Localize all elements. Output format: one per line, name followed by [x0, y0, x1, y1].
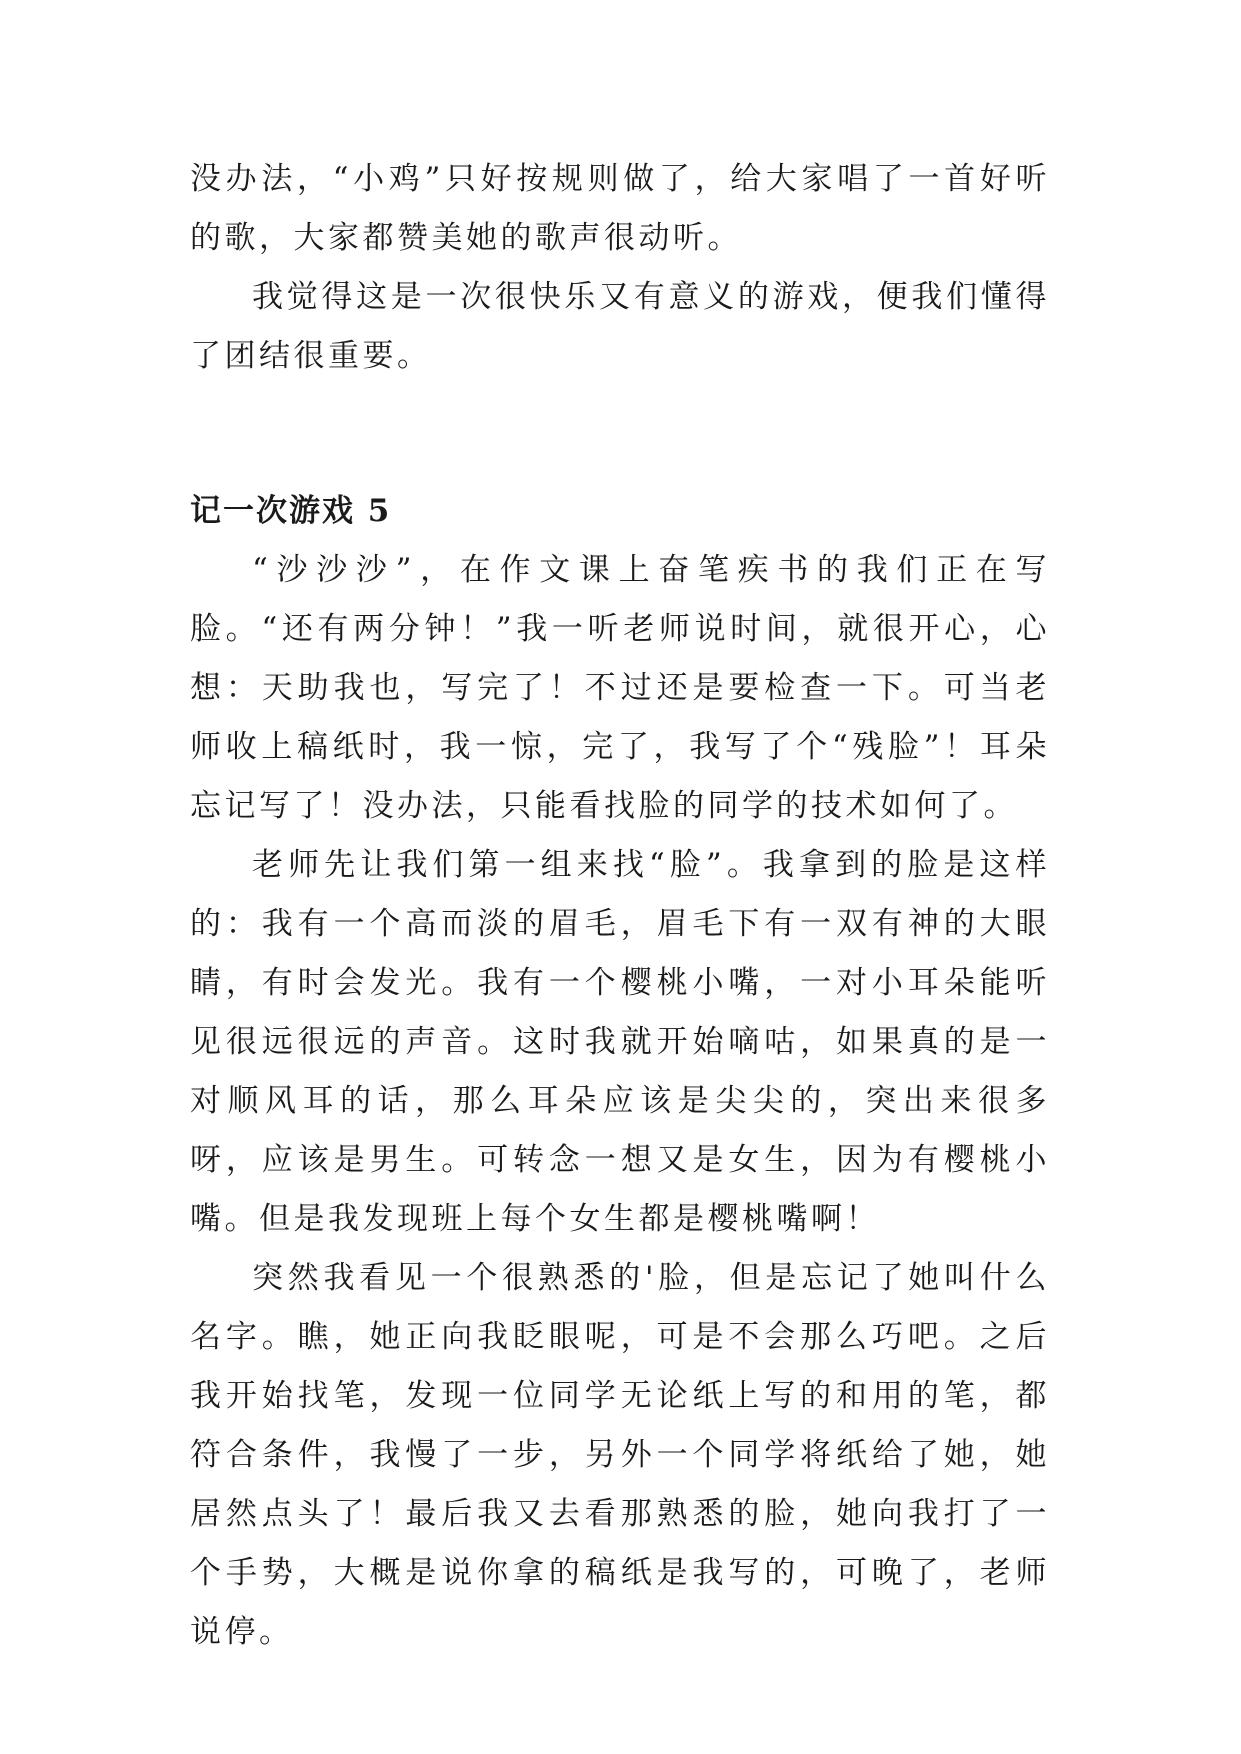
paragraph-continued: 没办法，“小鸡”只好按规则做了，给大家唱了一首好听的歌，大家都赞美她的歌声很动听。	[190, 161, 1050, 256]
paragraph-2: 老师先让我们第一组来找“脸”。我拿到的脸是这样的：我有一个高而淡的眉毛，眉毛下有一双有神的大眼睛，有时会发光。我有一个樱桃小嘴，一对小耳朵能听见很远很远的声音。这时我就开始嘀咕，如果真的是一对顺风耳的话，那么耳朵应该是尖尖的，突出来很多呀，应该是男生。可转念一想又是女生，因为有樱桃小嘴。但是我发现班上每个女生都是樱桃嘴啊！	[190, 847, 1050, 1237]
section-gap	[190, 386, 1050, 482]
paragraph-conclusion: 我觉得这是一次很快乐又有意义的游戏，便我们懂得了团结很重要。	[190, 279, 1050, 374]
paragraph-3: 突然我看见一个很熟悉的'脸，但是忘记了她叫什么名字。瞧，她正向我眨眼呢，可是不会那么巧吧。之后我开始找笔，发现一位同学无论纸上写的和用的笔，都符合条件，我慢了一步，另外一个同学将纸给了她，她居然点头了！最后我又去看那熟悉的脸，她向我打了一个手势，大概是说你拿的稿纸是我写的，可晚了，老师说停。	[190, 1260, 1050, 1650]
paragraph-1: “沙沙沙”，在作文课上奋笔疾书的我们正在写脸。“还有两分钟！”我一听老师说时间，就很开心，心想：天助我也，写完了！不过还是要检查一下。可当老师收上稿纸时，我一惊，完了，我写了个“残脸”！耳朵忘记写了！没办法，只能看找脸的同学的技术如何了。	[190, 552, 1050, 824]
section-title: 记一次游戏 5	[190, 493, 392, 529]
document-page	[190, 150, 1050, 1662]
